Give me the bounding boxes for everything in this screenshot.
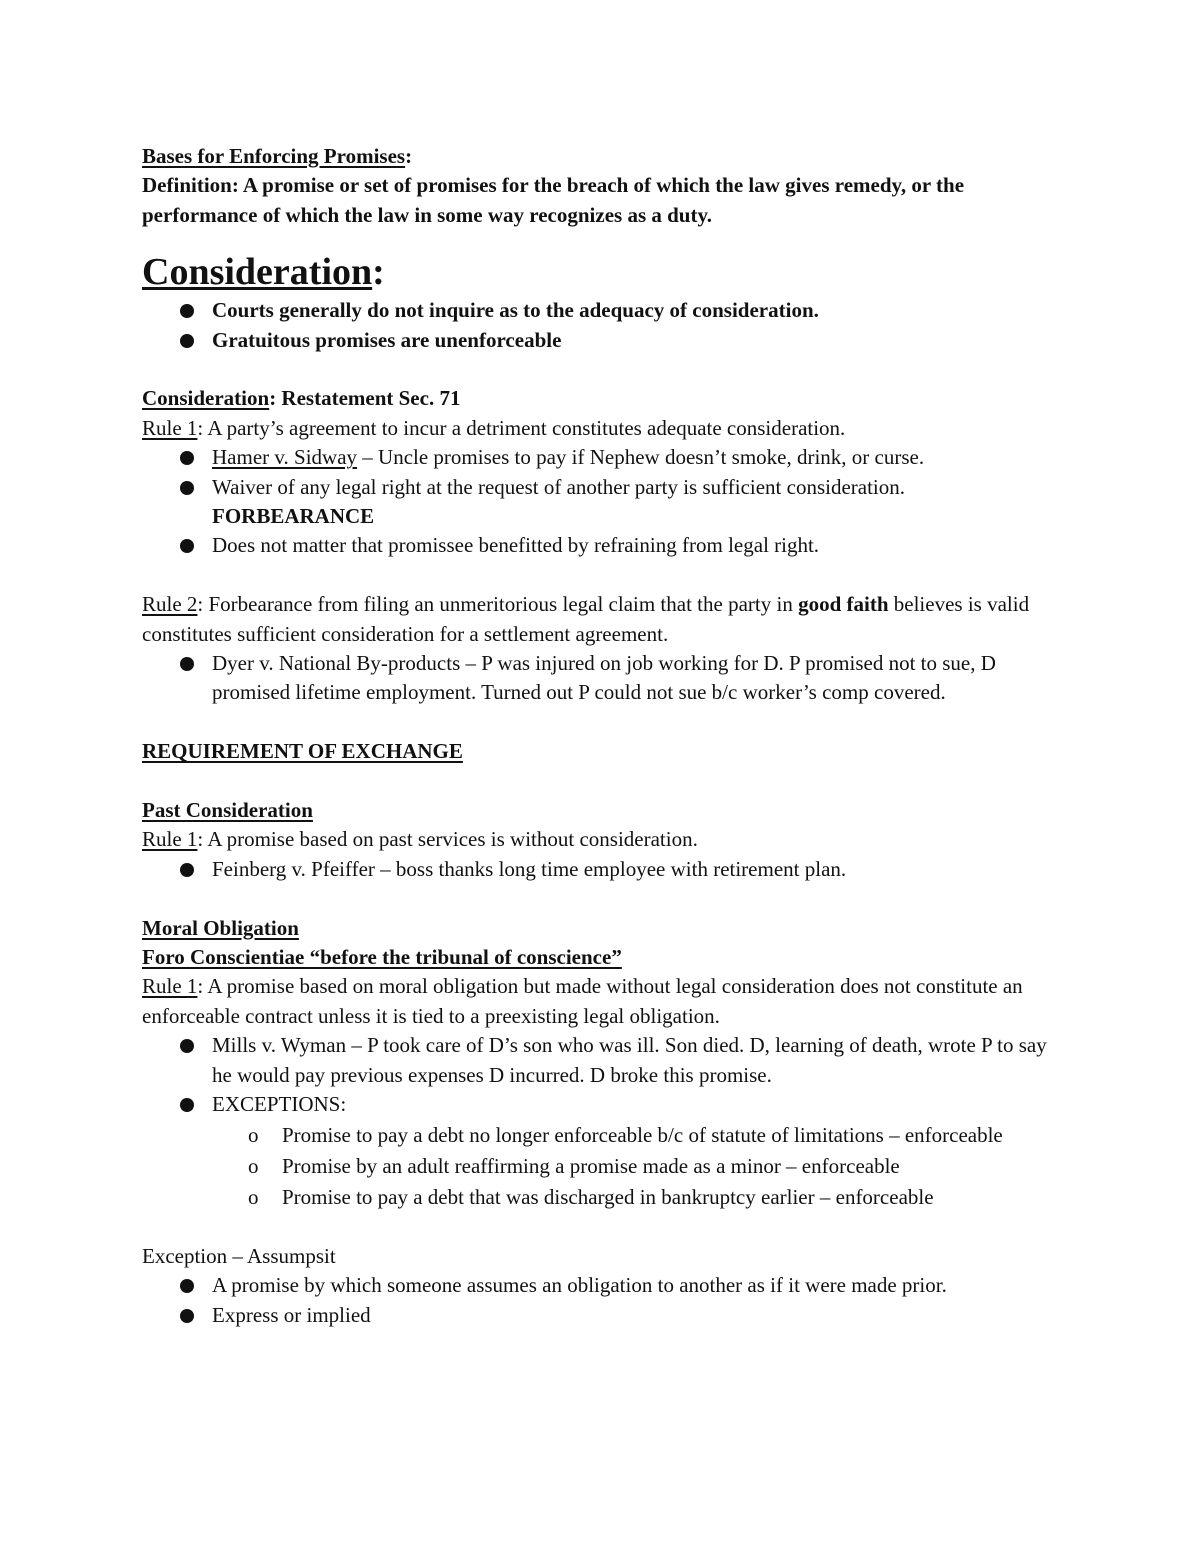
- rule-2-bullet-list: [142, 649, 1052, 708]
- past-consideration-heading: Past Consideration: [142, 798, 313, 823]
- moral-obligation-heading: Moral Obligation: [142, 915, 299, 940]
- list-item: Feinberg v. Pfeiffer – boss thanks long time employee with retirement plan.: [212, 855, 1052, 884]
- document-page: [142, 142, 1052, 1330]
- moral-rule-1: Rule 1: A promise based on moral obligation but made without legal consideration does not constitute an enforceable contract unless it is tied to a preexisting legal obligation.: [142, 974, 1023, 1028]
- consideration-heading-line: Consideration:: [142, 251, 385, 294]
- restatement-heading: Consideration: Restatement Sec. 71: [142, 386, 461, 411]
- list-item: Courts generally do not inquire as to the adequacy of consideration.: [212, 296, 1052, 325]
- list-item: Hamer v. Sidway – Uncle promises to pay if Nephew doesn’t smoke, drink, or curse.: [212, 443, 1052, 472]
- doc-title-line: Bases for Enforcing Promises:: [142, 144, 413, 168]
- exchange-heading: REQUIREMENT OF EXCHANGE: [142, 739, 463, 764]
- doc-title: Bases for Enforcing Promises: [142, 144, 406, 168]
- list-item: EXCEPTIONS: o Promise to pay a debt no longer enforceable b/c of statute of limitations – enforceable o Promise by an adult reaffirming a promise made as a minor – enforceable o Promise to pay a debt that was discharged in bankruptcy earlier – enforceable: [212, 1090, 1052, 1212]
- case-name: Hamer v. Sidway: [212, 445, 358, 470]
- past-rule-1: Rule 1: A promise based on past services is without consideration.: [142, 827, 698, 852]
- list-item: Express or implied: [212, 1301, 1052, 1330]
- list-item: Gratuitous promises are unenforceable: [212, 326, 1052, 355]
- list-item: A promise by which someone assumes an obligation to another as if it were made prior.: [212, 1271, 1052, 1300]
- forbearance-label: FORBEARANCE: [212, 504, 375, 529]
- restatement-rule-1: Rule 1: A party’s agreement to incur a detriment constitutes adequate consideration.: [142, 415, 846, 440]
- list-item: Dyer v. National By-products – P was injured on job working for D. P promised not to sue, D promised lifetime employment. Turned out P could not sue b/c worker’s comp covered.: [212, 649, 1052, 708]
- moral-subheading: Foro Conscientiae “before the tribunal of conscience”: [142, 945, 622, 970]
- consideration-heading: Consideration: [142, 251, 373, 294]
- list-item: Does not matter that promissee benefitted by refraining from legal right.: [212, 531, 1052, 560]
- list-item: Mills v. Wyman – P took care of D’s son who was ill. Son died. D, learning of death, wrote P to say he would pay previous expenses D incurred. D broke this promise.: [212, 1031, 1052, 1090]
- exceptions-sub-list: [212, 1120, 1052, 1213]
- list-item: o Promise to pay a debt that was discharged in bankruptcy earlier – enforceable: [282, 1182, 1052, 1213]
- list-item: o Promise by an adult reaffirming a promise made as a minor – enforceable: [282, 1151, 1052, 1182]
- moral-bullet-list: [142, 1031, 1052, 1212]
- restatement-bullet-list: [142, 443, 1052, 561]
- consideration-bullet-list: [142, 296, 1052, 355]
- list-item: o Promise to pay a debt no longer enforceable b/c of statute of limitations – enforceable: [282, 1120, 1052, 1151]
- restatement-rule-2: Rule 2: Forbearance from filing an unmeritorious legal claim that the party in good faith believes is valid constitutes sufficient consideration for a settlement agreement.: [142, 592, 1030, 646]
- past-bullet-list: [142, 855, 1052, 884]
- assumpsit-bullet-list: [142, 1271, 1052, 1330]
- definition-paragraph: Definition: A promise or set of promises for the breach of which the law gives remedy, or the performance of which the law in some way recognizes as a duty.: [142, 173, 965, 227]
- assumpsit-heading: Exception – Assumpsit: [142, 1243, 336, 1268]
- list-item: Waiver of any legal right at the request of another party is sufficient consideration. FORBEARANCE: [212, 473, 1052, 532]
